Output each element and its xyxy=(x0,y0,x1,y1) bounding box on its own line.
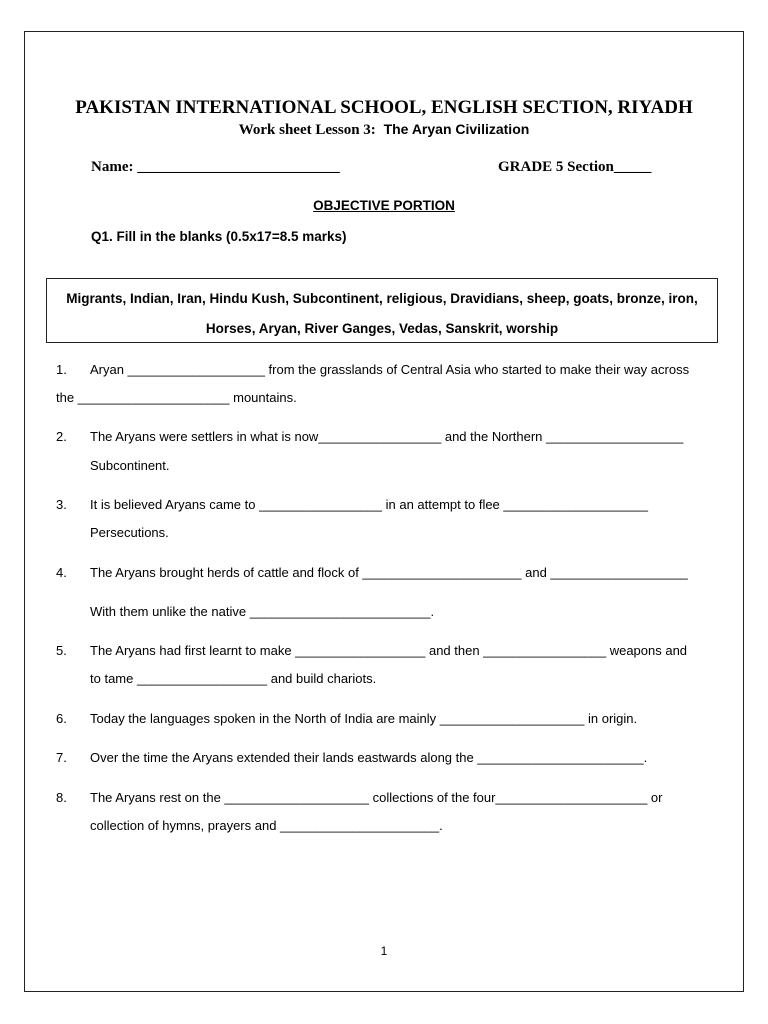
school-title: PAKISTAN INTERNATIONAL SCHOOL, ENGLISH SECTION, RIYADH xyxy=(75,97,693,118)
question-text: The Aryans brought herds of cattle and flock of ______________________ and ___________________ xyxy=(90,565,688,580)
word-bank-box xyxy=(46,278,718,343)
question-text-continued: Subcontinent. xyxy=(90,458,170,473)
question-text: Aryan ___________________ from the grasslands of Central Asia who started to make their way across xyxy=(90,362,690,377)
question-text-continued: Persecutions. xyxy=(90,525,169,540)
word-bank-line-1: Migrants, Indian, Iran, Hindu Kush, Subcontinent, religious, Dravidians, sheep, goats, bronze, iron, xyxy=(66,291,698,306)
word-bank-line-2: Horses, Aryan, River Ganges, Vedas, Sanskrit, worship xyxy=(205,321,559,336)
worksheet-subtitle xyxy=(0,121,768,139)
question-text: It is believed Aryans came to _________________ in an attempt to flee ____________________ xyxy=(90,497,648,512)
section-title: OBJECTIVE PORTION xyxy=(313,198,455,213)
question-number: 5. xyxy=(56,643,67,658)
question-number: 6. xyxy=(56,711,67,726)
question-text: Today the languages spoken in the North of India are mainly ____________________ in origin. xyxy=(90,711,638,726)
question-number: 8. xyxy=(56,790,67,805)
question-number: 7. xyxy=(56,750,67,765)
question-text: Over the time the Aryans extended their lands eastwards along the _______________________. xyxy=(90,750,648,765)
question-text: The Aryans were settlers in what is now_________________ and the Northern ___________________ xyxy=(90,429,684,444)
question-text-continued: With them unlike the native _________________________. xyxy=(90,604,435,619)
question-text: The Aryans had first learnt to make __________________ and then _________________ weapons and xyxy=(90,643,688,658)
name-field: Name: ___________________________ xyxy=(91,159,340,175)
question-number: 1. xyxy=(56,362,67,377)
question-text-continued: the _____________________ mountains. xyxy=(56,390,297,405)
worksheet-label: Work sheet Lesson 3: xyxy=(238,122,376,138)
grade-section-field: GRADE 5 Section_____ xyxy=(498,159,652,175)
page-number: 1 xyxy=(380,944,388,958)
question-number: 2. xyxy=(56,429,67,444)
question-number: 3. xyxy=(56,497,67,512)
q1-heading: Q1. Fill in the blanks (0.5x17=8.5 marks) xyxy=(91,229,347,244)
question-number: 4. xyxy=(56,565,67,580)
question-text: The Aryans rest on the ____________________ collections of the four_____________________ or xyxy=(90,790,663,805)
question-text-continued: collection of hymns, prayers and ______________________. xyxy=(90,818,443,833)
question-text-continued: to tame __________________ and build chariots. xyxy=(90,671,377,686)
worksheet-topic: The Aryan Civilization xyxy=(383,121,530,137)
